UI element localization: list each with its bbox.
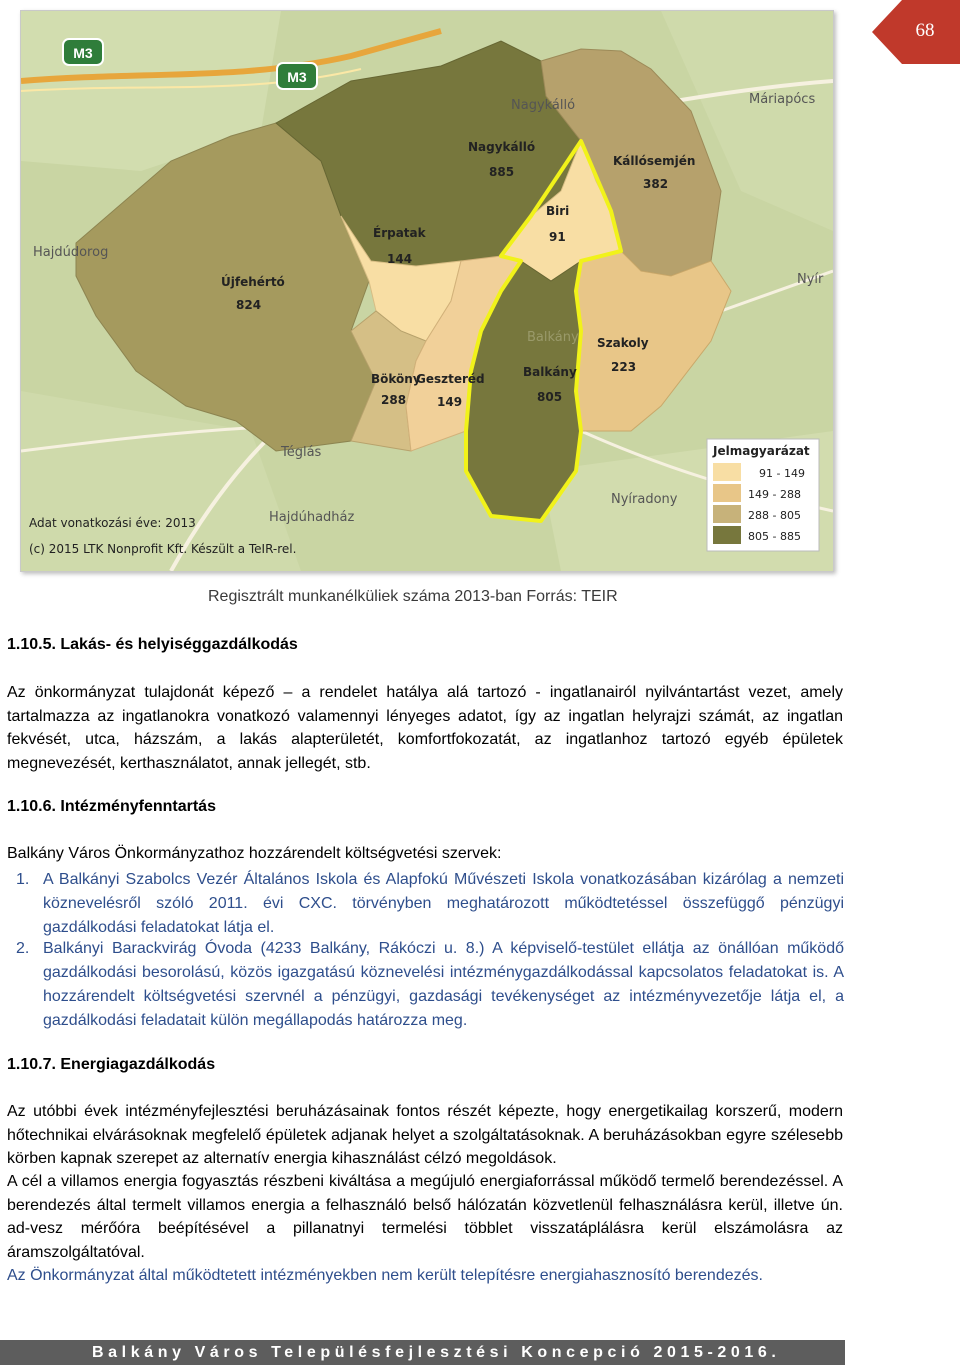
svg-text:223: 223	[611, 360, 637, 374]
svg-text:885: 885	[489, 165, 515, 179]
svg-text:144: 144	[387, 252, 413, 266]
svg-text:Szakoly: Szakoly	[597, 336, 649, 350]
svg-text:Hajdúdorog: Hajdúdorog	[33, 245, 109, 260]
svg-text:288 - 805: 288 - 805	[748, 509, 801, 522]
map-credit: (c) 2015 LTK Nonprofit Kft. Készült a TeIR-rel.	[29, 542, 297, 556]
heading-1-10-6: 1.10.6. Intézményfenntartás	[7, 798, 216, 815]
svg-text:Kállósemjén: Kállósemjén	[613, 154, 696, 168]
m3-shield-2	[277, 63, 317, 89]
unemployment-map	[21, 11, 833, 571]
svg-text:Nagykálló: Nagykálló	[468, 140, 536, 154]
svg-text:Máriapócs: Máriapócs	[749, 92, 816, 107]
list-item	[16, 937, 844, 1033]
svg-text:Geszteréd: Geszteréd	[416, 372, 485, 386]
svg-text:Bököny: Bököny	[371, 372, 421, 386]
svg-text:149: 149	[437, 395, 463, 409]
svg-text:Balkány: Balkány	[527, 330, 579, 345]
svg-text:Érpatak: Érpatak	[373, 226, 426, 240]
svg-text:Nagykálló: Nagykálló	[511, 98, 576, 113]
svg-text:Jelmagyarázat: Jelmagyarázat	[713, 444, 810, 458]
list-item-text: Balkányi Barackvirág Óvoda (4233 Balkány, Rákóczi u. 8.) A képviselő-testület ellátja az önállóan működő gazdálkodási besorolású, közös igazgatású köznevelési intézménygazdálkodással kapcsolatos feladatokat is. A hozzárendelt költségvetési szervnél a pénzügyi, gazdasági tevékenységet az intézményvezetője látja el, a gazdálkodási feladatait külön megállapodás határozza meg.	[43, 940, 844, 1029]
svg-text:805 - 885: 805 - 885	[748, 530, 801, 543]
svg-text:Téglás: Téglás	[281, 445, 322, 460]
svg-text:Nyíradony: Nyíradony	[611, 492, 678, 507]
svg-text:Hajdúhadház: Hajdúhadház	[269, 510, 355, 525]
svg-text:824: 824	[236, 298, 262, 312]
svg-text:M3: M3	[73, 45, 93, 61]
map-legend	[707, 439, 819, 551]
page-footer: Balkány Város Településfejlesztési Koncepció 2015-2016.	[0, 1340, 845, 1365]
paragraph-energy-2: A cél a villamos energia fogyasztás részbeni kiváltása a megújuló energiaforrással működő termelő berendezéssel. A berendezés által termelt villamos energia a felhasználó belső hálózatán közvetlenül felhasználásra kerül, illetve ún. ad-vesz mérőóra beépítésével a pillanatnyi termelési többlet visszatáplálásra kerül elszámolásra az áramszolgáltatóval.	[7, 1173, 843, 1261]
svg-text:91 - 149: 91 - 149	[759, 467, 805, 480]
m3-shield-1	[63, 39, 103, 65]
paragraph-energy-1: Az utóbbi évek intézményfejlesztési beruházásainak fontos részét képezte, hogy energetikailag korszerű, modern hőtechnikai elvárásoknak megfelelő épületek adjanak helyet a szolgáltatásoknak. A beruházásokban egyre szélesebb körben kapnak szerepet az alternatív energia kihasználást célzó megoldások.	[7, 1103, 843, 1167]
map-data-year: Adat vonatkozási éve: 2013	[29, 516, 196, 530]
svg-text:M3: M3	[287, 69, 307, 85]
svg-text:Biri: Biri	[546, 204, 570, 218]
institutions-intro: Balkány Város Önkormányzathoz hozzárendelt költségvetési szervek:	[7, 845, 502, 862]
paragraph-housing: Az önkormányzat tulajdonát képező – a rendelet hatálya alá tartozó - ingatlanairól nyilvántartást vezet, amely tartalmazza az ingatlanokra vonatkozó valamennyi lényeges adatot, így az ingatlan helyrajzi számát, az ingatlan fekvését, utca, házszám, a lakás alapterületét, komfortfokozatát, az ingatlanhoz tartozó egyéb épületek megnevezését, kerthasználatot, annak jellegét, stb.	[7, 684, 843, 772]
list-item-number: 2.	[16, 940, 30, 957]
map-caption: Regisztrált munkanélküliek száma 2013-ban Forrás: TEIR	[208, 588, 618, 605]
heading-1-10-7: 1.10.7. Energiagazdálkodás	[7, 1056, 216, 1073]
list-item-number: 1.	[16, 871, 30, 888]
svg-text:Balkány: Balkány	[523, 365, 577, 379]
svg-text:288: 288	[381, 393, 407, 407]
svg-text:Nyír: Nyír	[797, 272, 824, 287]
heading-1-10-5: 1.10.5. Lakás- és helyiséggazdálkodás	[7, 636, 298, 653]
map-figure	[20, 10, 834, 572]
svg-text:805: 805	[537, 390, 563, 404]
page-number: 68	[915, 20, 935, 41]
svg-text:382: 382	[643, 177, 669, 191]
svg-text:149 - 288: 149 - 288	[748, 488, 801, 501]
svg-text:Újfehértó: Újfehértó	[221, 275, 285, 289]
list-item	[16, 868, 844, 940]
page-number-tab	[872, 0, 960, 64]
paragraph-energy-3: Az Önkormányzat által működtetett intézményekben nem került telepítésre energiahasznosító berendezés.	[7, 1267, 763, 1284]
svg-text:91: 91	[549, 230, 566, 244]
list-item-text: A Balkányi Szabolcs Vezér Általános Iskola és Alapfokú Művészeti Iskola vonatkozásában kizárólag a nemzeti köznevelésről szóló 2011. évi CXC. törvényben meghatározott működtetéssel összefüggő pénzügyi gazdálkodási feladatokat látja el.	[43, 871, 844, 936]
